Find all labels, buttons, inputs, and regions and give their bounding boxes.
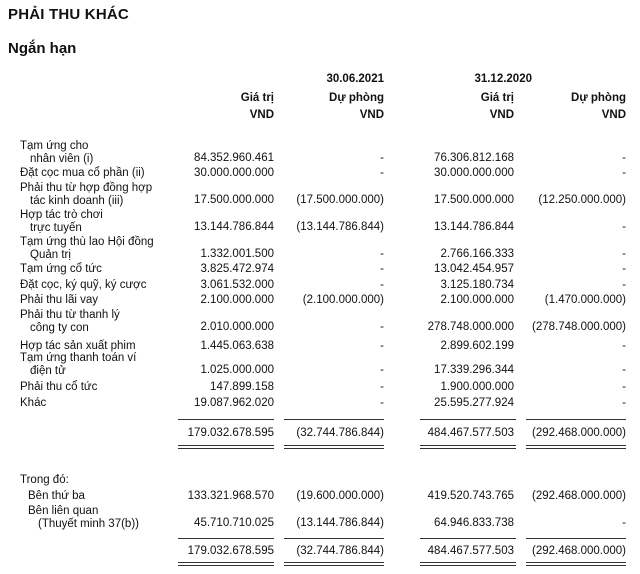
table-cell: 17.500.000.000	[434, 194, 514, 206]
subtotal-rule	[284, 538, 384, 539]
table-cell: (278.748.000.000)	[532, 321, 626, 333]
table-cell: 2.766.166.333	[440, 248, 514, 260]
row-label	[20, 209, 103, 234]
table-cell: -	[380, 381, 384, 393]
subtotal-rule	[420, 419, 516, 420]
column-unit: VND	[489, 109, 514, 121]
table-cell: 3.825.472.974	[200, 263, 274, 275]
subtotal-rule	[526, 538, 626, 539]
total-cell: (292.468.000.000)	[532, 427, 626, 439]
breakdown-row-label	[28, 490, 85, 503]
column-header: Giá trị	[240, 92, 274, 104]
table-cell: -	[380, 167, 384, 179]
table-cell: -	[380, 152, 384, 164]
row-label	[20, 279, 146, 292]
total-double-rule	[420, 562, 516, 566]
row-label-line: trực tuyến	[30, 221, 82, 234]
table-cell: 1.025.000.000	[200, 364, 274, 376]
total-double-rule	[178, 562, 274, 566]
table-cell: (2.100.000.000)	[302, 294, 384, 306]
row-label	[20, 352, 136, 377]
subtotal-rule	[420, 538, 516, 539]
row-label-line: tác kinh doanh (iii)	[30, 194, 124, 207]
table-cell: 45.710.710.025	[194, 517, 274, 529]
column-header: Dự phòng	[329, 92, 384, 104]
table-cell: -	[622, 248, 626, 260]
table-cell: (1.470.000.000)	[544, 294, 626, 306]
row-label-line: Tạm ứng thanh toán ví	[20, 352, 137, 364]
column-header: Dự phòng	[571, 92, 626, 104]
table-cell: -	[380, 397, 384, 409]
total-double-rule	[178, 445, 274, 449]
table-cell: (13.144.786.844)	[296, 221, 384, 233]
period-header: 31.12.2020	[474, 73, 532, 85]
total-cell: 179.032.678.595	[187, 545, 274, 557]
row-label-line: Đặt cọc, ký quỹ, ký cược	[20, 279, 147, 291]
row-label	[20, 236, 154, 261]
row-label	[20, 381, 97, 394]
table-cell: 19.087.962.020	[194, 397, 274, 409]
table-cell: -	[622, 381, 626, 393]
table-cell: 133.321.968.570	[187, 490, 274, 502]
table-cell: 2.100.000.000	[200, 294, 274, 306]
table-cell: 1.332.001.500	[200, 248, 274, 260]
table-cell: 419.520.743.765	[427, 490, 514, 502]
table-cell: 3.125.180.734	[440, 279, 514, 291]
row-label	[20, 340, 136, 353]
row-label	[20, 263, 102, 276]
breakdown-row-label	[28, 505, 139, 530]
table-cell: 30.000.000.000	[194, 167, 274, 179]
table-cell: (17.500.000.000)	[296, 194, 384, 206]
total-cell: (32.744.786.844)	[296, 427, 384, 439]
table-cell: (19.600.000.000)	[296, 490, 384, 502]
table-cell: 17.339.296.344	[434, 364, 514, 376]
row-label-line: Phải thu từ thanh lý	[20, 309, 120, 321]
table-cell: -	[622, 263, 626, 275]
table-cell: 25.595.277.924	[434, 397, 514, 409]
table-cell: 76.306.812.168	[434, 152, 514, 164]
row-label	[20, 140, 93, 165]
table-cell: (12.250.000.000)	[538, 194, 626, 206]
row-label-line: công ty con	[30, 321, 89, 334]
table-cell: (292.468.000.000)	[532, 490, 626, 502]
column-unit: VND	[359, 109, 384, 121]
table-cell: (13.144.786.844)	[296, 517, 384, 529]
total-cell: 179.032.678.595	[187, 427, 274, 439]
table-cell: -	[622, 279, 626, 291]
row-label	[20, 167, 145, 180]
table-cell: -	[622, 221, 626, 233]
total-double-rule	[526, 445, 626, 449]
table-cell: 3.061.532.000	[200, 279, 274, 291]
subtotal-rule	[284, 419, 384, 420]
table-cell: 13.144.786.844	[194, 221, 274, 233]
table-cell: -	[622, 167, 626, 179]
subtotal-rule	[178, 419, 274, 420]
column-unit: VND	[249, 109, 274, 121]
row-label-line: Quản trị	[30, 248, 71, 261]
table-cell: 1.445.063.638	[200, 340, 274, 352]
row-label-line: Phải thu lãi vay	[20, 294, 98, 306]
total-cell: (292.468.000.000)	[532, 545, 626, 557]
table-cell: -	[380, 248, 384, 260]
subtotal-rule	[526, 419, 626, 420]
table-cell: 2.899.602.199	[440, 340, 514, 352]
row-label-line: Tạm ứng thù lao Hội đồng	[20, 236, 154, 248]
table-cell: -	[380, 321, 384, 333]
row-label-line: Đặt cọc mua cổ phần (ii)	[20, 167, 145, 179]
section-title: PHẢI THU KHÁC	[8, 6, 129, 23]
row-label	[20, 397, 46, 410]
subtotal-rule	[178, 538, 274, 539]
column-header: Giá trị	[480, 92, 514, 104]
row-label-line: Phải thu từ hợp đồng hợp	[20, 182, 153, 194]
table-cell: 278.748.000.000	[427, 321, 514, 333]
row-label-line: (Thuyết minh 37(b))	[38, 517, 139, 530]
table-cell: 17.500.000.000	[194, 194, 274, 206]
table-cell: -	[622, 397, 626, 409]
total-cell: (32.744.786.844)	[296, 545, 384, 557]
period-header: 30.06.2021	[326, 73, 384, 85]
total-double-rule	[284, 445, 384, 449]
total-cell: 484.467.577.503	[427, 545, 514, 557]
table-cell: -	[622, 340, 626, 352]
table-cell: 84.352.960.461	[194, 152, 274, 164]
table-cell: -	[622, 152, 626, 164]
row-label-line: Khác	[20, 397, 47, 409]
breakdown-label: Trong đó:	[20, 474, 69, 486]
row-label-line: Hợp tác sản xuất phim	[20, 340, 136, 352]
total-double-rule	[284, 562, 384, 566]
total-double-rule	[420, 445, 516, 449]
row-label-line: nhân viên (i)	[30, 152, 94, 165]
row-label-line: Bên thứ ba	[28, 490, 85, 502]
table-cell: -	[380, 263, 384, 275]
table-cell: -	[622, 364, 626, 376]
table-cell: -	[622, 517, 626, 529]
row-label-line: Tạm ứng cho	[20, 140, 89, 152]
table-cell: -	[380, 340, 384, 352]
table-cell: -	[380, 364, 384, 376]
column-unit: VND	[601, 109, 626, 121]
table-cell: 2.010.000.000	[200, 321, 274, 333]
row-label	[20, 294, 98, 307]
table-cell: 13.144.786.844	[434, 221, 514, 233]
table-cell: 1.900.000.000	[440, 381, 514, 393]
table-cell: 2.100.000.000	[440, 294, 514, 306]
row-label-line: Hợp tác trò chơi	[20, 209, 103, 221]
total-cell: 484.467.577.503	[427, 427, 514, 439]
table-cell: 13.042.454.957	[434, 263, 514, 275]
table-cell: 64.946.833.738	[434, 517, 514, 529]
row-label-line: Phải thu cổ tức	[20, 381, 98, 393]
table-cell: 30.000.000.000	[434, 167, 514, 179]
total-double-rule	[526, 562, 626, 566]
row-label	[20, 309, 120, 334]
table-cell: 147.899.158	[210, 381, 274, 393]
section-subtitle: Ngắn hạn	[8, 40, 77, 57]
row-label-line: Tạm ứng cổ tức	[20, 263, 102, 275]
table-cell: -	[380, 279, 384, 291]
row-label-line: Bên liên quan	[28, 505, 99, 517]
row-label	[20, 182, 152, 207]
row-label-line: điện tử	[30, 364, 66, 377]
